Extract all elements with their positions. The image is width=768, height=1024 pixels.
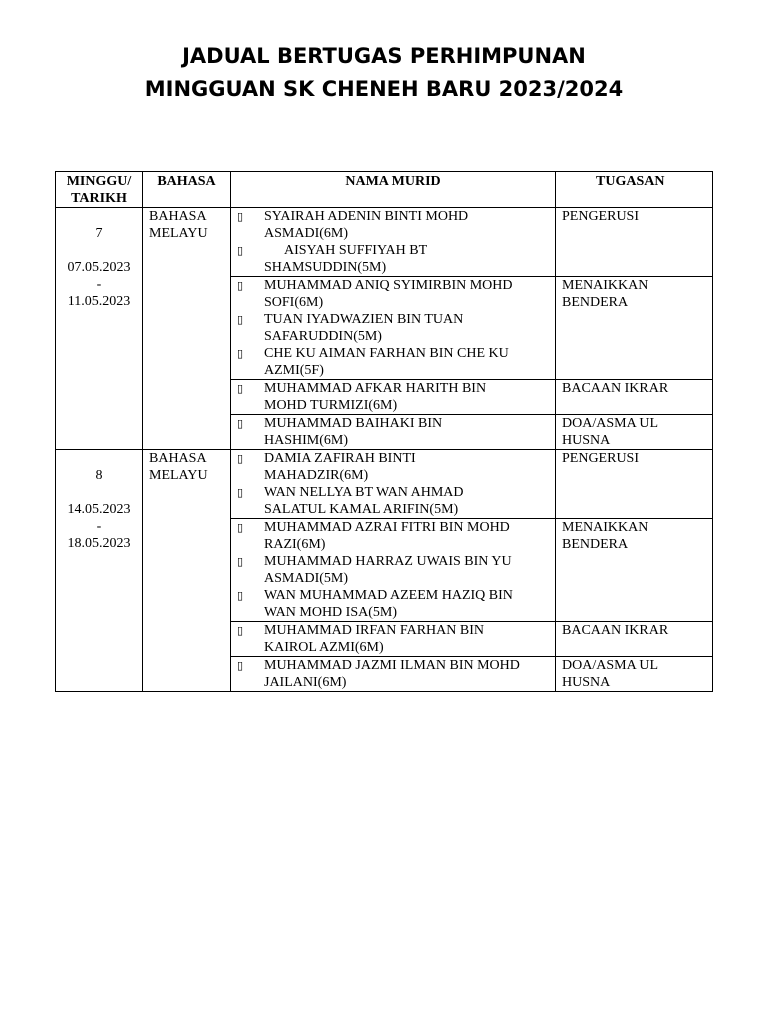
student-name-line: HASHIM(6M) <box>264 433 348 448</box>
student-entry <box>237 380 551 414</box>
header-bahasa: BAHASA <box>143 172 231 208</box>
student-entry <box>237 345 551 379</box>
task-cell <box>556 657 713 692</box>
student-name-line: WAN NELLYA BT WAN AHMAD <box>264 485 464 500</box>
bullet-icon: ▯ <box>237 659 244 672</box>
student-name <box>264 208 551 242</box>
student-name-line: SHAMSUDDIN(5M) <box>264 260 387 275</box>
header-minggu: MINGGU/ <box>66 174 132 189</box>
student-name-line: SAFARUDDIN(5M) <box>264 329 382 344</box>
student-name-line: TUAN IYADWAZIEN BIN TUAN <box>264 312 464 327</box>
student-name-line: ASMADI(6M) <box>264 226 348 241</box>
student-name-line: CHE KU AIMAN FARHAN BIN CHE KU <box>264 346 509 361</box>
student-name <box>264 242 551 276</box>
duty-row <box>56 208 713 277</box>
student-name-line: MOHD TURMIZI(6M) <box>264 398 398 413</box>
task-cell <box>556 380 713 415</box>
task-cell <box>556 519 713 622</box>
task-text: MENAIKKAN <box>562 278 649 293</box>
week-cell <box>56 208 143 450</box>
bahasa-text: MELAYU <box>149 468 208 483</box>
header-tarikh: TARIKH <box>71 191 127 206</box>
title-line-2: MINGGUAN SK CHENEH BARU 2023/2024 <box>144 77 624 101</box>
student-names-cell <box>231 657 556 692</box>
bahasa-text: BAHASA <box>149 209 207 224</box>
date-start: 14.05.2023 <box>67 502 131 517</box>
task-text: DOA/ASMA UL <box>562 416 659 431</box>
header-nama-murid: NAMA MURID <box>231 172 556 208</box>
bullet-icon: ▯ <box>237 452 244 465</box>
student-name <box>264 450 551 484</box>
student-names-cell <box>231 450 556 519</box>
student-name <box>264 484 551 518</box>
bullet-icon: ▯ <box>237 279 244 292</box>
student-name <box>264 587 551 621</box>
student-name <box>264 345 551 379</box>
duty-row <box>56 450 713 519</box>
student-name-line: MUHAMMAD AZRAI FITRI BIN MOHD <box>264 520 510 535</box>
bullet-icon: ▯ <box>237 486 244 499</box>
date-dash: - <box>96 277 102 292</box>
student-entry <box>237 311 551 345</box>
student-name <box>264 380 551 414</box>
student-name-line: MAHADZIR(6M) <box>264 468 369 483</box>
title-line-1: JADUAL BERTUGAS PERHIMPUNAN <box>182 44 586 68</box>
student-name-line: SYAIRAH ADENIN BINTI MOHD <box>264 209 469 224</box>
week-cell <box>56 450 143 692</box>
student-names-cell <box>231 519 556 622</box>
week-number: 8 <box>95 468 103 483</box>
document-title <box>0 40 768 106</box>
student-entry <box>237 657 551 691</box>
task-cell <box>556 208 713 277</box>
student-name <box>264 519 551 553</box>
student-entry <box>237 484 551 518</box>
task-text: DOA/ASMA UL <box>562 658 659 673</box>
student-name-line: MUHAMMAD BAIHAKI BIN <box>264 416 443 431</box>
week-number: 7 <box>95 226 103 241</box>
student-entry <box>237 587 551 621</box>
bullet-icon: ▯ <box>237 210 244 223</box>
task-text: HUSNA <box>562 675 611 690</box>
student-name-line: AISYAH SUFFIYAH BT <box>284 243 428 258</box>
bullet-icon: ▯ <box>237 347 244 360</box>
student-names-cell <box>231 277 556 380</box>
student-name-line: KAIROL AZMI(6M) <box>264 640 384 655</box>
task-cell <box>556 277 713 380</box>
bullet-icon: ▯ <box>237 624 244 637</box>
bahasa-text: BAHASA <box>149 451 207 466</box>
bahasa-cell <box>143 450 231 692</box>
student-entry <box>237 519 551 553</box>
bahasa-cell <box>143 208 231 450</box>
bullet-icon: ▯ <box>237 382 244 395</box>
student-name-line: WAN MUHAMMAD AZEEM HAZIQ BIN <box>264 588 513 603</box>
student-name <box>264 415 551 449</box>
student-name-line: RAZI(6M) <box>264 537 326 552</box>
task-cell <box>556 450 713 519</box>
date-end: 11.05.2023 <box>67 294 131 309</box>
task-text: MENAIKKAN <box>562 520 649 535</box>
student-name-line: MUHAMMAD IRFAN FARHAN BIN <box>264 623 485 638</box>
bullet-icon: ▯ <box>237 417 244 430</box>
student-names-cell <box>231 622 556 657</box>
header-row <box>56 172 713 208</box>
student-names-cell <box>231 380 556 415</box>
student-entry <box>237 242 551 276</box>
student-name-line: ASMADI(5M) <box>264 571 348 586</box>
student-names-cell <box>231 208 556 277</box>
student-name <box>264 622 551 656</box>
student-name-line: WAN MOHD ISA(5M) <box>264 605 397 620</box>
student-name <box>264 277 551 311</box>
bullet-icon: ▯ <box>237 555 244 568</box>
student-name-line: DAMIA ZAFIRAH BINTI <box>264 451 416 466</box>
student-name-line: MUHAMMAD AFKAR HARITH BIN <box>264 381 487 396</box>
student-name-line: AZMI(5F) <box>264 363 324 378</box>
date-dash: - <box>96 519 102 534</box>
student-name-line: SALATUL KAMAL ARIFIN(5M) <box>264 502 459 517</box>
task-text: BENDERA <box>562 537 629 552</box>
student-entry <box>237 553 551 587</box>
bullet-icon: ▯ <box>237 244 244 257</box>
student-name <box>264 553 551 587</box>
student-names-cell <box>231 415 556 450</box>
task-text: BENDERA <box>562 295 629 310</box>
bahasa-text: MELAYU <box>149 226 208 241</box>
student-name-line: JAILANI(6M) <box>264 675 347 690</box>
bullet-icon: ▯ <box>237 313 244 326</box>
task-text: PENGERUSI <box>562 209 640 224</box>
student-name-line: MUHAMMAD ANIQ SYIMIRBIN MOHD <box>264 278 513 293</box>
task-cell <box>556 415 713 450</box>
task-cell <box>556 622 713 657</box>
student-entry <box>237 415 551 449</box>
header-tugasan: TUGASAN <box>556 172 713 208</box>
student-name-line: MUHAMMAD HARRAZ UWAIS BIN YU <box>264 554 512 569</box>
date-end: 18.05.2023 <box>67 536 131 551</box>
student-name-line: MUHAMMAD JAZMI ILMAN BIN MOHD <box>264 658 520 673</box>
student-name <box>264 657 551 691</box>
date-start: 07.05.2023 <box>67 260 131 275</box>
student-name <box>264 311 551 345</box>
student-entry <box>237 208 551 242</box>
task-text: BACAAN IKRAR <box>562 623 669 638</box>
task-text: HUSNA <box>562 433 611 448</box>
student-entry <box>237 450 551 484</box>
task-text: BACAAN IKRAR <box>562 381 669 396</box>
task-text: PENGERUSI <box>562 451 640 466</box>
student-entry <box>237 277 551 311</box>
bullet-icon: ▯ <box>237 589 244 602</box>
duty-schedule-table <box>55 171 713 692</box>
student-entry <box>237 622 551 656</box>
bullet-icon: ▯ <box>237 521 244 534</box>
header-minggu-tarikh <box>56 172 143 208</box>
student-name-line: SOFI(6M) <box>264 295 324 310</box>
